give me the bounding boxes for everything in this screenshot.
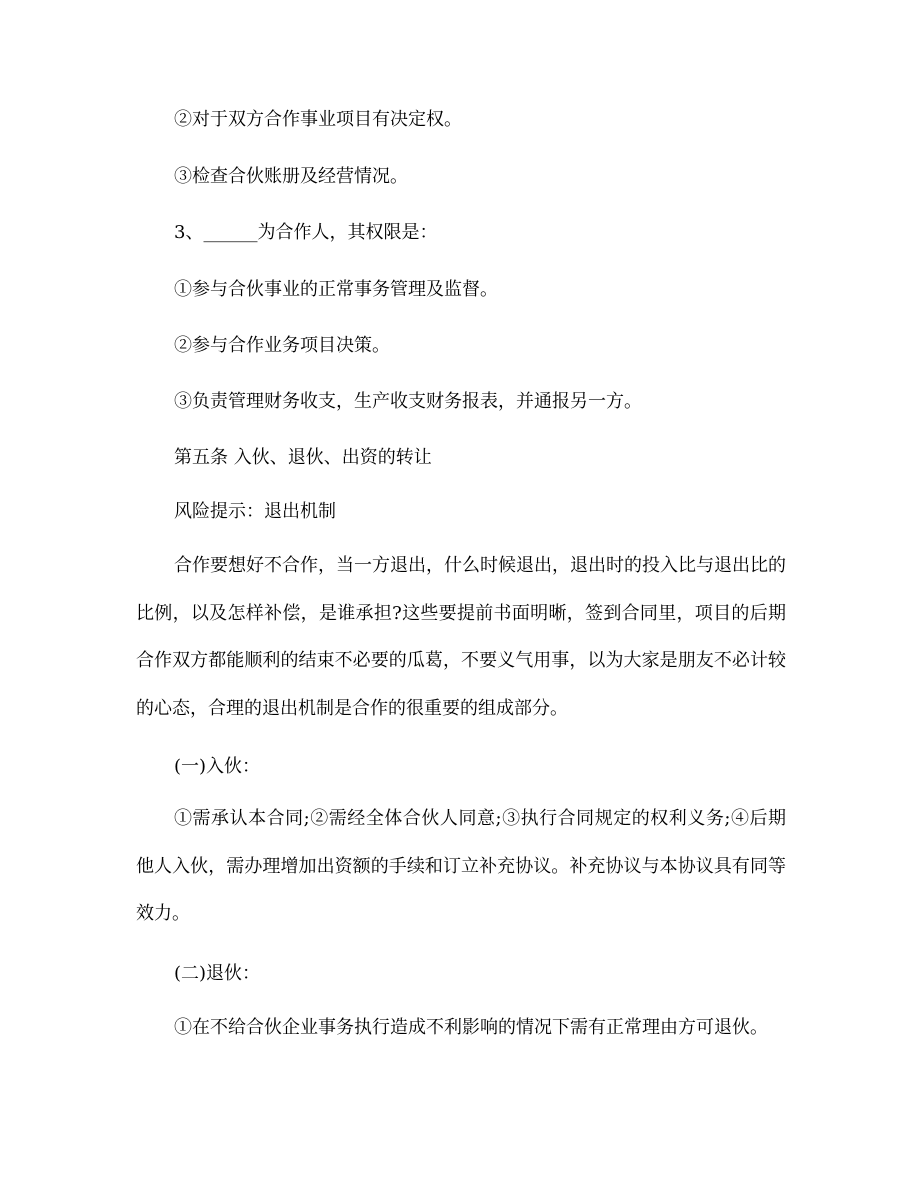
- join-paragraph: ①需承认本合同;②需经全体合伙人同意;③执行合同规定的权利义务;④后期他人入伙，需办理增加出资额的手续和订立补充协议。补充协议与本协议具有同等效力。: [136, 808, 786, 924]
- text-line: ②对于双方合作事业项目有决定权。: [174, 109, 462, 130]
- risk-heading: 风险提示：退出机制: [174, 501, 336, 522]
- text-line: ③检查合伙账册及经营情况。: [174, 166, 408, 187]
- withdraw-item: ①在不给合伙企业事务执行造成不利影响的情况下需有正常理由方可退伙。: [174, 1017, 768, 1038]
- text-line: ③负责管理财务收支，生产收支财务报表，并通报另一方。: [174, 391, 642, 412]
- text-line: ①参与合伙事业的正常事务管理及监督。: [174, 279, 498, 300]
- risk-paragraph: 合作要想好不合作，当一方退出，什么时候退出，退出时的投入比与退出比的比例，以及怎样补偿，是谁承担?这些要提前书面明晰，签到合同里，项目的后期合作双方都能顺利的结束不必要的瓜葛，不要义气用事，以为大家是朋友不必计较的心态，合理的退出机制是合作的很重要的组成部分。: [136, 555, 786, 719]
- withdraw-heading: (二)退伙：: [174, 963, 261, 984]
- text-line: ②参与合作业务项目决策。: [174, 335, 390, 356]
- join-heading: (一)入伙：: [174, 756, 261, 777]
- section-heading: 第五条 入伙、退伙、出资的转让: [174, 447, 432, 468]
- text-line: 3、______为合作人，其权限是：: [174, 222, 438, 243]
